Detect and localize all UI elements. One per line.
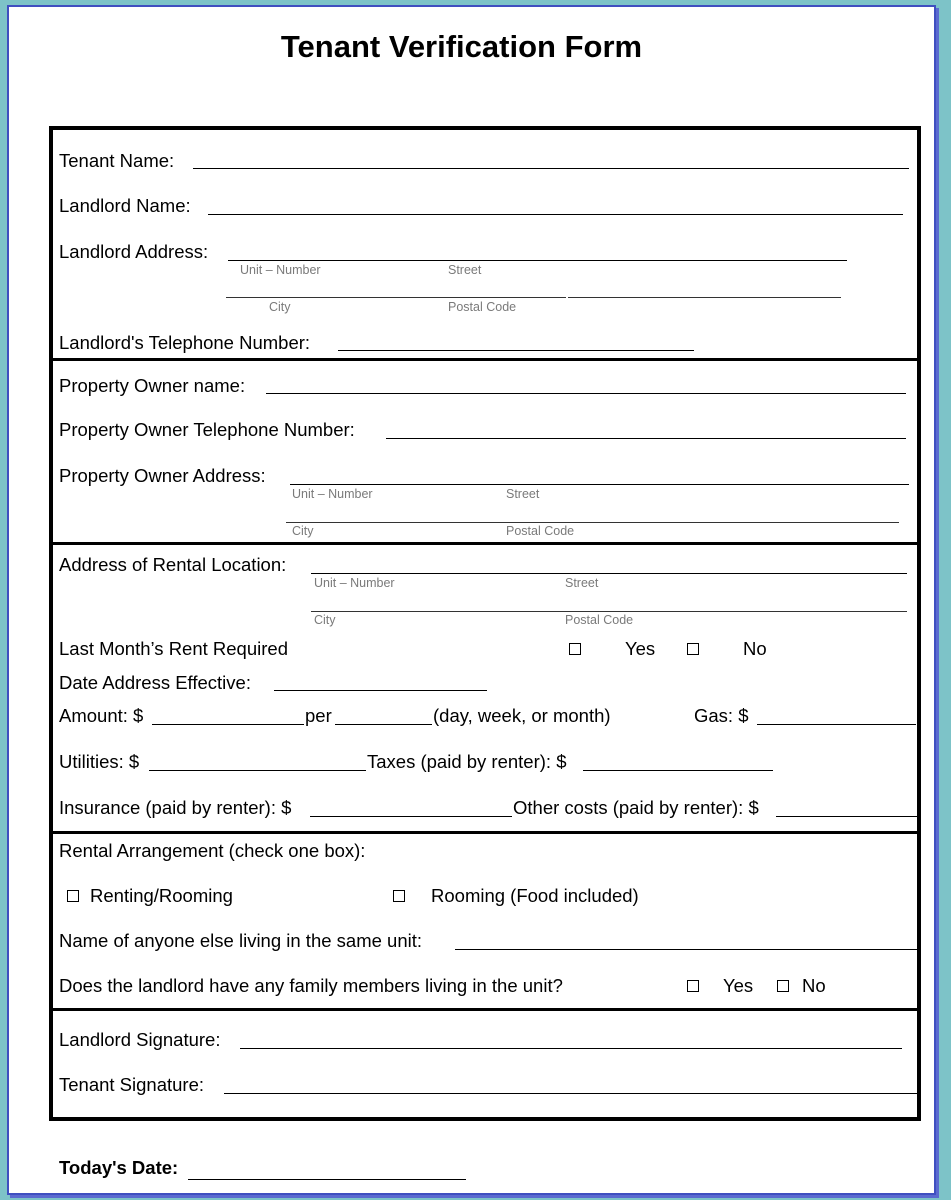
todays-date-label: Today's Date: — [59, 1157, 179, 1178]
amount-label: Amount: $ — [59, 705, 144, 726]
rental-address-label: Address of Rental Location: — [59, 554, 287, 575]
landlord-street-sublabel: Street — [448, 263, 482, 277]
landlord-unit-sublabel: Unit – Number — [240, 263, 321, 277]
rental-city-sublabel: City — [314, 613, 336, 627]
landlord-signature-field[interactable] — [240, 1048, 902, 1049]
renting-checkbox[interactable] — [67, 890, 79, 902]
owner-unit-sublabel: Unit – Number — [292, 487, 373, 501]
landlord-address-street-field[interactable] — [228, 260, 847, 261]
period-hint-label: (day, week, or month) — [433, 705, 611, 726]
per-label: per — [305, 705, 332, 726]
section-divider — [53, 1008, 917, 1011]
landlord-address-label: Landlord Address: — [59, 241, 209, 262]
date-effective-label: Date Address Effective: — [59, 672, 251, 693]
rooming-food-checkbox[interactable] — [393, 890, 405, 902]
insurance-label: Insurance (paid by renter): $ — [59, 797, 292, 818]
tenant-name-field[interactable] — [193, 168, 909, 169]
utilities-label: Utilities: $ — [59, 751, 140, 772]
insurance-field[interactable] — [310, 816, 512, 817]
tenant-signature-field[interactable] — [224, 1093, 917, 1094]
renting-label: Renting/Rooming — [90, 885, 233, 906]
owner-phone-label: Property Owner Telephone Number: — [59, 419, 355, 440]
landlord-phone-field[interactable] — [338, 350, 694, 351]
section-divider — [53, 831, 917, 834]
utilities-field[interactable] — [149, 770, 366, 771]
form-frame — [49, 126, 921, 1121]
owner-street-sublabel: Street — [506, 487, 540, 501]
rental-unit-sublabel: Unit – Number — [314, 576, 395, 590]
others-living-field[interactable] — [455, 949, 917, 950]
taxes-field[interactable] — [583, 770, 773, 771]
landlord-name-field[interactable] — [208, 214, 903, 215]
section-divider — [53, 358, 917, 361]
owner-postal-sublabel: Postal Code — [506, 524, 575, 538]
owner-address-street-field[interactable] — [290, 484, 909, 485]
landlord-city-field[interactable] — [226, 297, 566, 298]
landlord-postal-field[interactable] — [568, 297, 841, 298]
rental-address-street-field[interactable] — [311, 573, 907, 574]
last-month-rent-label: Last Month’s Rent Required — [59, 638, 288, 659]
tenant-name-label: Tenant Name: — [59, 150, 175, 171]
form-page — [7, 5, 936, 1195]
owner-city-sublabel: City — [292, 524, 314, 538]
arrangement-heading: Rental Arrangement (check one box): — [59, 840, 366, 861]
tenant-signature-label: Tenant Signature: — [59, 1074, 205, 1095]
other-costs-field[interactable] — [776, 816, 917, 817]
landlord-city-sublabel: City — [269, 300, 291, 314]
owner-address-label: Property Owner Address: — [59, 465, 266, 486]
landlord-name-label: Landlord Name: — [59, 195, 191, 216]
owner-phone-field[interactable] — [386, 438, 906, 439]
rooming-food-label: Rooming (Food included) — [431, 885, 639, 906]
family-yes-label: Yes — [723, 975, 754, 996]
rent-yes-checkbox[interactable] — [569, 643, 581, 655]
landlord-postal-sublabel: Postal Code — [448, 300, 517, 314]
rent-yes-label: Yes — [625, 638, 656, 659]
owner-name-field[interactable] — [266, 393, 906, 394]
rent-no-label: No — [743, 638, 767, 659]
family-no-checkbox[interactable] — [777, 980, 789, 992]
rental-street-sublabel: Street — [565, 576, 599, 590]
family-no-label: No — [802, 975, 826, 996]
others-living-label: Name of anyone else living in the same unit: — [59, 930, 423, 951]
section-divider — [53, 542, 917, 545]
period-field[interactable] — [335, 724, 432, 725]
taxes-label: Taxes (paid by renter): $ — [367, 751, 567, 772]
gas-field[interactable] — [757, 724, 916, 725]
owner-name-label: Property Owner name: — [59, 375, 246, 396]
landlord-phone-label: Landlord's Telephone Number: — [59, 332, 311, 353]
gas-label: Gas: $ — [694, 705, 749, 726]
rental-postal-sublabel: Postal Code — [565, 613, 634, 627]
family-yes-checkbox[interactable] — [687, 980, 699, 992]
rental-city-postal-field[interactable] — [311, 611, 907, 612]
owner-city-postal-field[interactable] — [286, 522, 899, 523]
family-question-label: Does the landlord have any family members living in the unit? — [59, 975, 563, 996]
rent-no-checkbox[interactable] — [687, 643, 699, 655]
form-title: Tenant Verification Form — [280, 29, 643, 64]
amount-field[interactable] — [152, 724, 304, 725]
todays-date-field[interactable] — [188, 1179, 466, 1180]
date-effective-field[interactable] — [274, 690, 487, 691]
other-costs-label: Other costs (paid by renter): $ — [513, 797, 759, 818]
landlord-signature-label: Landlord Signature: — [59, 1029, 221, 1050]
